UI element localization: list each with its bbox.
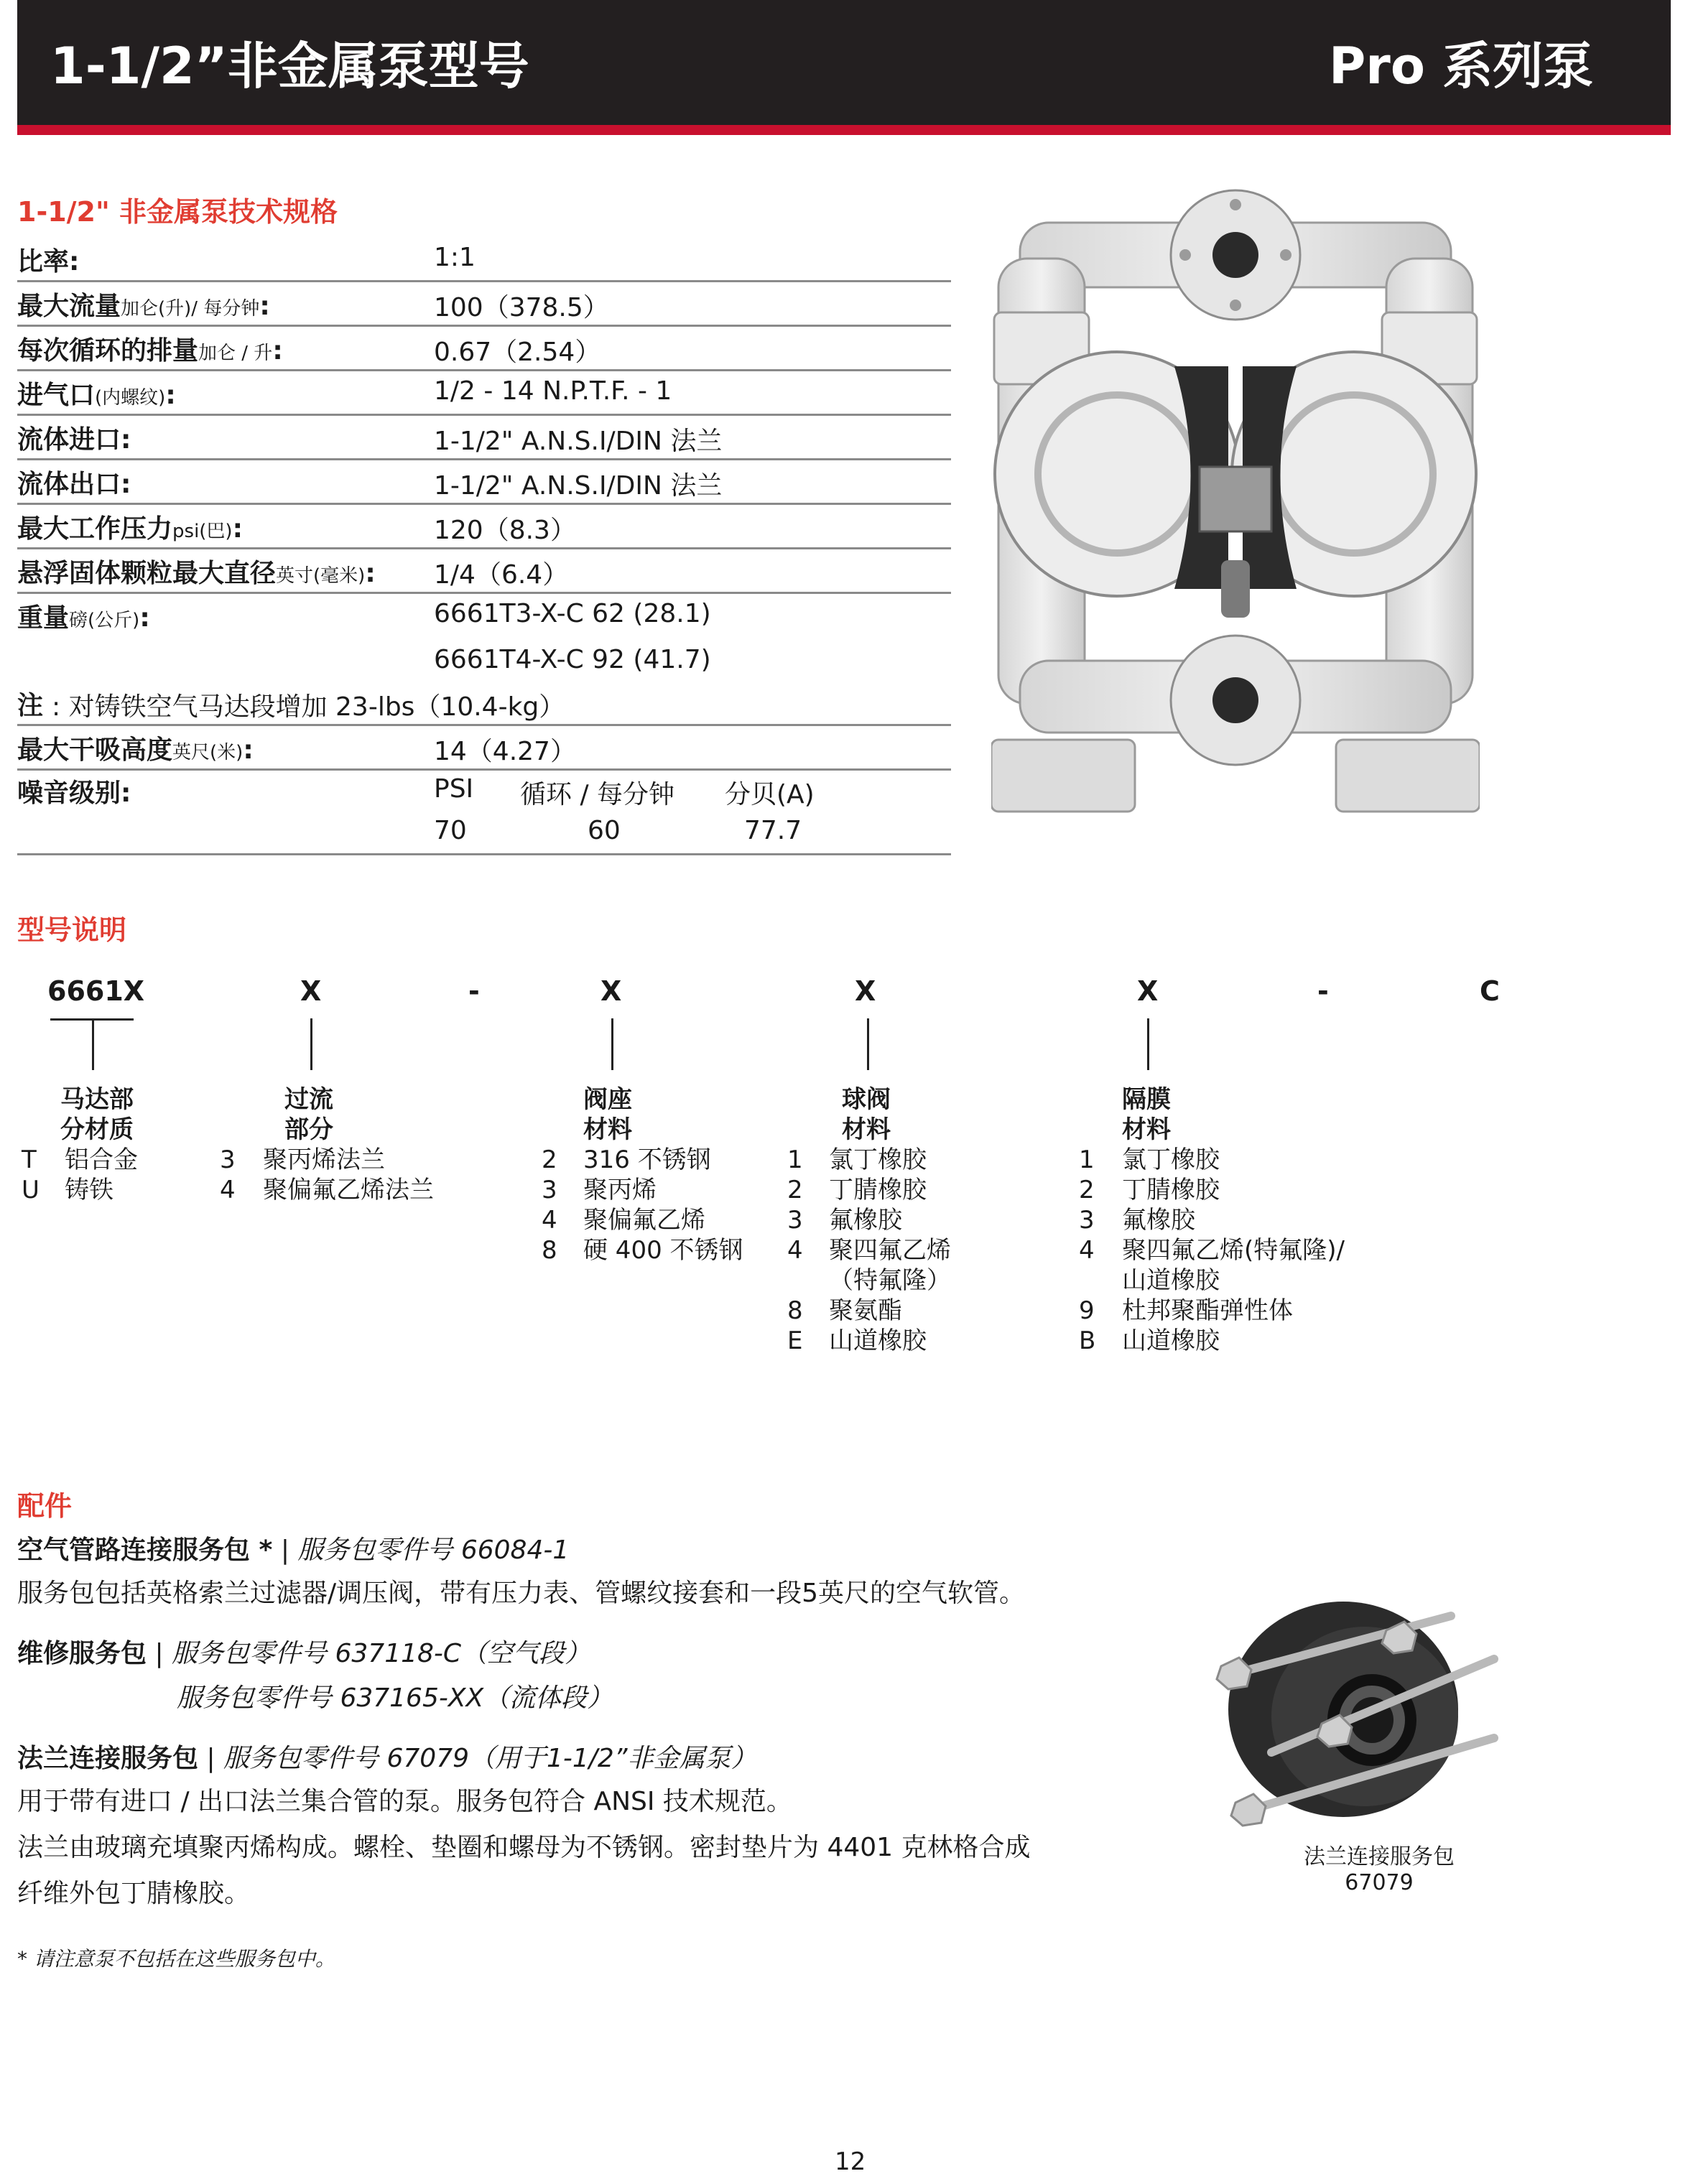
connector-line — [1147, 1018, 1149, 1070]
noise-value-psi: 70 — [434, 816, 467, 845]
spec-colon: : — [139, 603, 150, 633]
spec-row — [17, 237, 951, 282]
option-text: 聚丙烯 — [583, 1176, 657, 1204]
spec-colon: : — [69, 247, 80, 277]
model-code-segment: - — [1317, 975, 1329, 1007]
connector-line — [611, 1018, 613, 1070]
spec-row — [17, 460, 951, 505]
air-kit-description: 服务包包括英格索兰过滤器/调压阀，带有压力表、管螺纹接套和一段5英尺的空气软管。 — [17, 1579, 1026, 1608]
option-code: 4 — [1079, 1236, 1095, 1265]
spec-label: 流体出口 — [17, 470, 121, 499]
spec-value: 1-1/2" A.N.S.I/DIN 法兰 — [434, 427, 723, 456]
option-text: 聚四氟乙烯 — [829, 1236, 951, 1265]
footnote: * 请注意泵不包括在这些服务包中。 — [17, 1947, 335, 1971]
option-code: 3 — [787, 1206, 803, 1235]
flange-kit-caption: 法兰连接服务包 — [1304, 1844, 1455, 1869]
option-code: 2 — [787, 1176, 803, 1204]
option-code: 8 — [542, 1236, 557, 1265]
spec-value: 1/2 - 14 N.P.T.F. - 1 — [434, 376, 672, 406]
option-text: 氟橡胶 — [829, 1206, 902, 1235]
model-code-segment: X — [1137, 975, 1159, 1007]
page-number: 12 — [835, 2147, 866, 2176]
spec-row-noise — [17, 768, 951, 812]
connector-line — [310, 1018, 312, 1070]
spec-colon: : — [121, 425, 131, 455]
spec-row — [17, 282, 951, 327]
option-text: 杜邦聚酯弹性体 — [1122, 1296, 1293, 1325]
option-text: 氯丁橡胶 — [829, 1146, 927, 1174]
option-code: 1 — [787, 1146, 803, 1174]
spec-unit: 加仑(升)/ 每分钟 — [121, 298, 260, 320]
spec-unit: 磅(公斤) — [69, 610, 140, 631]
spec-colon: : — [243, 735, 254, 765]
spec-value: 1/4（6.4） — [434, 560, 569, 590]
spec-row-suction — [17, 725, 951, 771]
separator: | — [147, 1639, 172, 1668]
noise-header-db: 分贝(A) — [725, 780, 815, 809]
option-text: 铝合金 — [65, 1146, 138, 1174]
spec-row — [17, 549, 951, 594]
spec-label: 比率 — [17, 247, 70, 277]
option-text: 丁腈橡胶 — [1122, 1176, 1220, 1204]
flange-kit-caption-number: 67079 — [1345, 1870, 1414, 1895]
option-group-heading: 部分 — [284, 1115, 333, 1144]
spec-value: 120（8.3） — [434, 516, 576, 545]
model-code-segment: - — [468, 975, 480, 1007]
option-text: （特氟隆） — [829, 1266, 951, 1295]
option-text: 硬 400 不锈钢 — [583, 1236, 743, 1265]
spec-unit: 加仑 / 升 — [198, 343, 273, 364]
accessories-section-title: 配件 — [17, 1490, 73, 1522]
spec-row-noise-values — [17, 810, 951, 855]
option-text: 铸铁 — [65, 1176, 113, 1204]
spec-label: 噪音级别 — [17, 779, 121, 808]
option-text: 山道橡胶 — [829, 1326, 927, 1355]
model-code-segment: X — [855, 975, 876, 1007]
spec-row-weight — [17, 593, 951, 636]
spec-colon: : — [272, 336, 283, 366]
spec-colon: : — [365, 559, 376, 588]
spec-row — [17, 415, 951, 460]
flange-kit-title-line — [17, 1738, 756, 1775]
flange-kit-part: 服务包零件号 67079（用于1-1/2”非金属泵） — [223, 1744, 757, 1773]
flange-kit-description-2: 法兰由玻璃充填聚丙烯构成。螺栓、垫圈和螺母为不锈钢。密封垫片为 4401 克林格合成 — [17, 1833, 1031, 1862]
option-text: 氯丁橡胶 — [1122, 1146, 1220, 1174]
flange-kit-description-3: 纤维外包丁腈橡胶。 — [17, 1879, 251, 1908]
spec-colon: : — [121, 779, 131, 808]
option-code: 4 — [787, 1236, 803, 1265]
spec-label: 最大流量 — [17, 292, 121, 321]
flange-kit-illustration — [1207, 1573, 1523, 1831]
option-text: 聚氨酯 — [829, 1296, 902, 1325]
spec-label: 流体进口 — [17, 425, 121, 455]
option-group-heading: 隔膜 — [1122, 1085, 1171, 1114]
option-text: 山道橡胶 — [1122, 1326, 1220, 1355]
spec-row — [17, 371, 951, 416]
spec-label: 重量 — [17, 603, 70, 633]
spec-value: 6661T4-X-C 92 (41.7) — [434, 645, 711, 674]
flange-kit-title: 法兰连接服务包 — [17, 1744, 199, 1773]
air-kit-title-line — [17, 1530, 569, 1566]
spec-unit: 英寸(毫米) — [276, 565, 366, 587]
note-label: 注 — [17, 691, 44, 720]
noise-value-db: 77.7 — [744, 816, 802, 845]
option-code: 2 — [1079, 1176, 1095, 1204]
spec-value: 100（378.5） — [434, 293, 609, 322]
noise-header-cpm: 循环 / 每分钟 — [520, 780, 675, 809]
option-code: E — [787, 1326, 803, 1355]
option-group-heading: 材料 — [842, 1115, 891, 1144]
option-group-heading: 过流 — [284, 1085, 333, 1114]
repair-kit-title: 维修服务包 — [17, 1639, 147, 1668]
option-text: 316 不锈钢 — [583, 1146, 711, 1174]
note-text: : 对铸铁空气马达段增加 23-lbs（10.4-kg） — [52, 692, 565, 722]
model-section-title: 型号说明 — [17, 914, 127, 946]
spec-row — [17, 504, 951, 549]
option-group-heading: 马达部 — [60, 1085, 134, 1114]
option-code: U — [22, 1176, 40, 1204]
spec-value: 0.67（2.54） — [434, 338, 601, 367]
spec-label: 最大干吸高度 — [17, 735, 173, 765]
option-code: 3 — [220, 1146, 236, 1174]
option-group-heading: 材料 — [583, 1115, 632, 1144]
spec-unit: (内螺纹) — [95, 387, 166, 409]
spec-label: 进气口 — [17, 381, 96, 410]
option-code: B — [1079, 1326, 1096, 1355]
spec-label: 悬浮固体颗粒最大直径 — [17, 559, 277, 588]
header-accent-bar — [17, 125, 1671, 135]
spec-section-title: 1-1/2" 非金属泵技术规格 — [17, 196, 338, 228]
separator: | — [272, 1535, 298, 1565]
spec-value: 1:1 — [434, 243, 476, 272]
option-code: 4 — [220, 1176, 236, 1204]
repair-kit-part-air: 服务包零件号 637118-C（空气段） — [172, 1639, 591, 1668]
flange-kit-description-1: 用于带有进口 / 出口法兰集合管的泵。服务包符合 ANSI 技术规范。 — [17, 1787, 792, 1816]
spec-colon: : — [259, 292, 270, 321]
model-code-segment: X — [600, 975, 622, 1007]
repair-kit-part-fluid: 服务包零件号 637165-XX（流体段） — [177, 1683, 613, 1713]
separator: | — [198, 1744, 224, 1773]
option-text: 氟橡胶 — [1122, 1206, 1195, 1235]
spec-colon: : — [121, 470, 131, 499]
option-text: 聚四氟乙烯(特氟隆)/ — [1122, 1236, 1345, 1265]
spec-colon: : — [165, 381, 176, 410]
spec-row — [17, 326, 951, 371]
option-text: 聚丙烯法兰 — [263, 1146, 385, 1174]
option-code: T — [22, 1146, 37, 1174]
option-group-heading: 球阀 — [842, 1085, 891, 1114]
spec-unit: psi(巴) — [172, 521, 233, 542]
spec-colon: : — [232, 514, 243, 544]
page-title: 1-1/2”非金属泵型号 — [50, 37, 529, 96]
model-code-segment: 6661X — [47, 975, 145, 1007]
spec-value: 14（4.27） — [434, 737, 576, 766]
spec-unit: 英尺(米) — [172, 742, 244, 763]
option-text: 聚偏氟乙烯法兰 — [263, 1176, 434, 1204]
connector-line — [867, 1018, 869, 1070]
spec-row-weight-2 — [17, 639, 951, 682]
spec-value: 6661T3-X-C 62 (28.1) — [434, 599, 711, 628]
option-code: 8 — [787, 1296, 803, 1325]
option-code: 3 — [1079, 1206, 1095, 1235]
option-text: 山道橡胶 — [1122, 1266, 1220, 1295]
spec-label: 最大工作压力 — [17, 514, 173, 544]
air-kit-part: 服务包零件号 66084-1 — [297, 1535, 570, 1565]
connector-line — [92, 1018, 94, 1070]
series-title: Pro 系列泵 — [1329, 37, 1594, 96]
spec-row-note — [17, 681, 951, 726]
option-text: 丁腈橡胶 — [829, 1176, 927, 1204]
noise-value-cpm: 60 — [588, 816, 621, 845]
model-code-segment: X — [300, 975, 322, 1007]
option-group-heading: 阀座 — [583, 1085, 632, 1114]
model-code-segment: C — [1480, 975, 1500, 1007]
noise-header-psi: PSI — [434, 774, 474, 804]
spec-value: 1-1/2" A.N.S.I/DIN 法兰 — [434, 471, 723, 501]
option-text: 聚偏氟乙烯 — [583, 1206, 705, 1235]
option-code: 2 — [542, 1146, 557, 1174]
spec-label: 每次循环的排量 — [17, 336, 199, 366]
option-group-heading: 分材质 — [60, 1115, 134, 1144]
repair-kit-title-line — [17, 1633, 590, 1670]
pump-illustration — [991, 187, 1480, 819]
air-kit-title: 空气管路连接服务包 * — [17, 1535, 273, 1565]
option-group-heading: 材料 — [1122, 1115, 1171, 1144]
option-code: 9 — [1079, 1296, 1095, 1325]
option-code: 1 — [1079, 1146, 1095, 1174]
option-code: 3 — [542, 1176, 557, 1204]
option-code: 4 — [542, 1206, 557, 1235]
